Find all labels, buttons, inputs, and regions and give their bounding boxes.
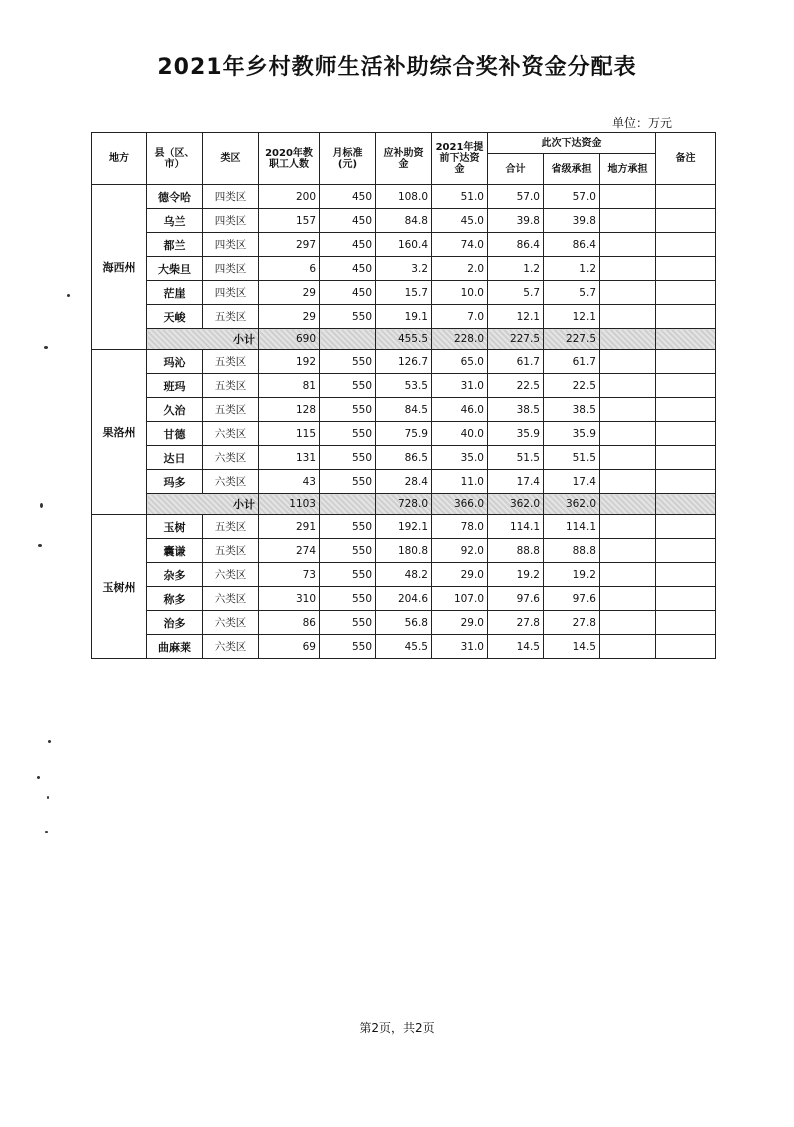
table-row bbox=[92, 257, 716, 281]
cell-total: 38.5 bbox=[488, 398, 544, 422]
cell-remark bbox=[656, 515, 716, 539]
cell-total: 12.1 bbox=[488, 305, 544, 329]
cell-provincial: 38.5 bbox=[544, 398, 600, 422]
cell-county: 玉树 bbox=[147, 515, 203, 539]
cell-local bbox=[600, 587, 656, 611]
cell-provincial: 51.5 bbox=[544, 446, 600, 470]
cell-teachers: 200 bbox=[259, 185, 320, 209]
cell-category: 六类区 bbox=[203, 422, 259, 446]
cell-total: 27.8 bbox=[488, 611, 544, 635]
subtotal-row bbox=[92, 494, 716, 515]
cell-teachers: 86 bbox=[259, 611, 320, 635]
cell-total: 88.8 bbox=[488, 539, 544, 563]
cell-teachers: 115 bbox=[259, 422, 320, 446]
header-monthly-standard: 月标准(元) bbox=[320, 133, 376, 185]
table-row bbox=[92, 539, 716, 563]
cell-county: 治多 bbox=[147, 611, 203, 635]
cell-category: 五类区 bbox=[203, 515, 259, 539]
cell-monthly-standard: 450 bbox=[320, 257, 376, 281]
cell-teachers: 6 bbox=[259, 257, 320, 281]
header-teachers: 2020年教职工人数 bbox=[259, 133, 320, 185]
cell-remark bbox=[656, 305, 716, 329]
cell-advance-funds: 51.0 bbox=[432, 185, 488, 209]
cell-advance-funds: 35.0 bbox=[432, 446, 488, 470]
cell-total: 51.5 bbox=[488, 446, 544, 470]
cell-local bbox=[600, 611, 656, 635]
cell-required-funds: 53.5 bbox=[376, 374, 432, 398]
cell-provincial: 88.8 bbox=[544, 539, 600, 563]
cell-required-funds: 204.6 bbox=[376, 587, 432, 611]
cell-provincial: 5.7 bbox=[544, 281, 600, 305]
cell-provincial: 14.5 bbox=[544, 635, 600, 659]
cell-remark bbox=[656, 635, 716, 659]
cell-required-funds: 28.4 bbox=[376, 470, 432, 494]
cell-category: 五类区 bbox=[203, 374, 259, 398]
subtotal-advance: 228.0 bbox=[432, 329, 488, 350]
subtotal-teachers: 690 bbox=[259, 329, 320, 350]
cell-teachers: 128 bbox=[259, 398, 320, 422]
cell-monthly-standard: 550 bbox=[320, 611, 376, 635]
cell-local bbox=[600, 281, 656, 305]
cell-teachers: 69 bbox=[259, 635, 320, 659]
cell-required-funds: 160.4 bbox=[376, 233, 432, 257]
cell-local bbox=[600, 422, 656, 446]
cell-local bbox=[600, 470, 656, 494]
cell-county: 班玛 bbox=[147, 374, 203, 398]
cell-category: 四类区 bbox=[203, 185, 259, 209]
cell-teachers: 297 bbox=[259, 233, 320, 257]
cell-county: 甘德 bbox=[147, 422, 203, 446]
cell-local bbox=[600, 209, 656, 233]
subtotal-teachers: 1103 bbox=[259, 494, 320, 515]
scan-speck bbox=[44, 346, 48, 349]
cell-remark bbox=[656, 281, 716, 305]
table-row bbox=[92, 398, 716, 422]
cell-required-funds: 19.1 bbox=[376, 305, 432, 329]
cell-monthly-standard: 450 bbox=[320, 185, 376, 209]
cell-monthly-standard: 550 bbox=[320, 422, 376, 446]
cell-total: 97.6 bbox=[488, 587, 544, 611]
table-row bbox=[92, 587, 716, 611]
scan-speck bbox=[47, 796, 49, 799]
cell-required-funds: 48.2 bbox=[376, 563, 432, 587]
cell-category: 五类区 bbox=[203, 398, 259, 422]
cell-total: 1.2 bbox=[488, 257, 544, 281]
cell-advance-funds: 29.0 bbox=[432, 563, 488, 587]
cell-required-funds: 126.7 bbox=[376, 350, 432, 374]
table-row bbox=[92, 374, 716, 398]
cell-advance-funds: 10.0 bbox=[432, 281, 488, 305]
cell-required-funds: 84.5 bbox=[376, 398, 432, 422]
cell-advance-funds: 78.0 bbox=[432, 515, 488, 539]
cell-total: 114.1 bbox=[488, 515, 544, 539]
cell-required-funds: 15.7 bbox=[376, 281, 432, 305]
header-required-funds: 应补助资金 bbox=[376, 133, 432, 185]
cell-teachers: 291 bbox=[259, 515, 320, 539]
scan-speck bbox=[45, 831, 48, 833]
unit-label: 单位：万元 bbox=[612, 116, 673, 130]
cell-provincial: 35.9 bbox=[544, 422, 600, 446]
cell-remark bbox=[656, 185, 716, 209]
cell-total: 14.5 bbox=[488, 635, 544, 659]
subtotal-total: 227.5 bbox=[488, 329, 544, 350]
cell-local bbox=[600, 398, 656, 422]
subtotal-total: 362.0 bbox=[488, 494, 544, 515]
cell-required-funds: 45.5 bbox=[376, 635, 432, 659]
cell-total: 86.4 bbox=[488, 233, 544, 257]
cell-county: 茫崖 bbox=[147, 281, 203, 305]
cell-monthly-standard: 550 bbox=[320, 398, 376, 422]
cell-total: 22.5 bbox=[488, 374, 544, 398]
cell-advance-funds: 11.0 bbox=[432, 470, 488, 494]
cell-county: 囊谦 bbox=[147, 539, 203, 563]
cell-required-funds: 56.8 bbox=[376, 611, 432, 635]
cell-total: 5.7 bbox=[488, 281, 544, 305]
cell-provincial: 86.4 bbox=[544, 233, 600, 257]
cell-remark bbox=[656, 563, 716, 587]
table-row bbox=[92, 470, 716, 494]
cell-category: 六类区 bbox=[203, 470, 259, 494]
cell-total: 61.7 bbox=[488, 350, 544, 374]
cell-category: 五类区 bbox=[203, 539, 259, 563]
header-provincial: 省级承担 bbox=[544, 154, 600, 185]
cell-teachers: 73 bbox=[259, 563, 320, 587]
cell-monthly-standard: 450 bbox=[320, 233, 376, 257]
cell-required-funds: 192.1 bbox=[376, 515, 432, 539]
cell-monthly-standard: 450 bbox=[320, 281, 376, 305]
cell-teachers: 274 bbox=[259, 539, 320, 563]
cell-provincial: 97.6 bbox=[544, 587, 600, 611]
cell-required-funds: 75.9 bbox=[376, 422, 432, 446]
cell-provincial: 22.5 bbox=[544, 374, 600, 398]
cell-provincial: 114.1 bbox=[544, 515, 600, 539]
cell-county: 都兰 bbox=[147, 233, 203, 257]
cell-teachers: 310 bbox=[259, 587, 320, 611]
cell-total: 57.0 bbox=[488, 185, 544, 209]
cell-teachers: 192 bbox=[259, 350, 320, 374]
cell-total: 35.9 bbox=[488, 422, 544, 446]
header-total: 合计 bbox=[488, 154, 544, 185]
cell-teachers: 29 bbox=[259, 305, 320, 329]
cell-county: 久治 bbox=[147, 398, 203, 422]
allocation-table bbox=[91, 132, 716, 659]
cell-advance-funds: 31.0 bbox=[432, 374, 488, 398]
table-row bbox=[92, 611, 716, 635]
subtotal-label: 小计 bbox=[147, 494, 259, 515]
cell-county: 天峻 bbox=[147, 305, 203, 329]
header-county: 县（区、市） bbox=[147, 133, 203, 185]
scan-speck bbox=[37, 776, 40, 779]
cell-remark bbox=[656, 539, 716, 563]
cell-category: 五类区 bbox=[203, 350, 259, 374]
cell-monthly-standard: 550 bbox=[320, 515, 376, 539]
cell-monthly-standard: 450 bbox=[320, 209, 376, 233]
cell-county: 称多 bbox=[147, 587, 203, 611]
cell-local bbox=[600, 257, 656, 281]
cell-monthly-standard: 550 bbox=[320, 305, 376, 329]
cell-remark bbox=[656, 257, 716, 281]
cell-local bbox=[600, 635, 656, 659]
cell-provincial: 19.2 bbox=[544, 563, 600, 587]
cell-teachers: 157 bbox=[259, 209, 320, 233]
cell-monthly-standard: 550 bbox=[320, 374, 376, 398]
table-row bbox=[92, 635, 716, 659]
cell-advance-funds: 107.0 bbox=[432, 587, 488, 611]
cell-required-funds: 86.5 bbox=[376, 446, 432, 470]
subtotal-provincial: 362.0 bbox=[544, 494, 600, 515]
cell-teachers: 29 bbox=[259, 281, 320, 305]
table-row bbox=[92, 563, 716, 587]
header-category: 类区 bbox=[203, 133, 259, 185]
table-row bbox=[92, 233, 716, 257]
cell-remark bbox=[656, 398, 716, 422]
cell-required-funds: 84.8 bbox=[376, 209, 432, 233]
cell-provincial: 27.8 bbox=[544, 611, 600, 635]
cell-teachers: 131 bbox=[259, 446, 320, 470]
cell-advance-funds: 31.0 bbox=[432, 635, 488, 659]
cell-remark bbox=[656, 209, 716, 233]
cell-provincial: 1.2 bbox=[544, 257, 600, 281]
cell-category: 四类区 bbox=[203, 209, 259, 233]
cell-provincial: 61.7 bbox=[544, 350, 600, 374]
header-local: 地方承担 bbox=[600, 154, 656, 185]
subtotal-advance: 366.0 bbox=[432, 494, 488, 515]
header-region: 地方 bbox=[92, 133, 147, 185]
cell-category: 六类区 bbox=[203, 446, 259, 470]
cell-county: 德令哈 bbox=[147, 185, 203, 209]
subtotal-remark bbox=[656, 494, 716, 515]
scan-speck bbox=[67, 294, 70, 297]
table-row bbox=[92, 185, 716, 209]
cell-advance-funds: 29.0 bbox=[432, 611, 488, 635]
cell-advance-funds: 7.0 bbox=[432, 305, 488, 329]
cell-county: 玛多 bbox=[147, 470, 203, 494]
cell-local bbox=[600, 446, 656, 470]
header-current-funds-group: 此次下达资金 bbox=[488, 133, 656, 154]
cell-region: 果洛州 bbox=[92, 350, 147, 515]
cell-advance-funds: 45.0 bbox=[432, 209, 488, 233]
cell-county: 大柴旦 bbox=[147, 257, 203, 281]
cell-required-funds: 3.2 bbox=[376, 257, 432, 281]
cell-monthly-standard: 550 bbox=[320, 470, 376, 494]
cell-local bbox=[600, 305, 656, 329]
subtotal-monthly-standard bbox=[320, 494, 376, 515]
subtotal-row bbox=[92, 329, 716, 350]
table-row bbox=[92, 305, 716, 329]
cell-county: 乌兰 bbox=[147, 209, 203, 233]
cell-remark bbox=[656, 233, 716, 257]
table-row bbox=[92, 446, 716, 470]
cell-remark bbox=[656, 422, 716, 446]
cell-county: 曲麻莱 bbox=[147, 635, 203, 659]
page-title: 2021年乡村教师生活补助综合奖补资金分配表 bbox=[157, 55, 637, 80]
subtotal-monthly-standard bbox=[320, 329, 376, 350]
table-body bbox=[92, 185, 716, 659]
subtotal-provincial: 227.5 bbox=[544, 329, 600, 350]
cell-category: 四类区 bbox=[203, 233, 259, 257]
cell-county: 杂多 bbox=[147, 563, 203, 587]
cell-county: 玛沁 bbox=[147, 350, 203, 374]
cell-provincial: 57.0 bbox=[544, 185, 600, 209]
subtotal-required: 455.5 bbox=[376, 329, 432, 350]
cell-county: 达日 bbox=[147, 446, 203, 470]
cell-monthly-standard: 550 bbox=[320, 563, 376, 587]
subtotal-required: 728.0 bbox=[376, 494, 432, 515]
table-row bbox=[92, 350, 716, 374]
cell-total: 19.2 bbox=[488, 563, 544, 587]
cell-provincial: 39.8 bbox=[544, 209, 600, 233]
cell-advance-funds: 65.0 bbox=[432, 350, 488, 374]
cell-category: 四类区 bbox=[203, 281, 259, 305]
subtotal-label: 小计 bbox=[147, 329, 259, 350]
cell-local bbox=[600, 515, 656, 539]
cell-required-funds: 180.8 bbox=[376, 539, 432, 563]
scan-speck bbox=[40, 503, 43, 508]
subtotal-remark bbox=[656, 329, 716, 350]
table-header bbox=[92, 133, 716, 185]
cell-provincial: 17.4 bbox=[544, 470, 600, 494]
cell-remark bbox=[656, 470, 716, 494]
subtotal-local bbox=[600, 494, 656, 515]
cell-teachers: 81 bbox=[259, 374, 320, 398]
cell-local bbox=[600, 539, 656, 563]
cell-advance-funds: 92.0 bbox=[432, 539, 488, 563]
cell-remark bbox=[656, 587, 716, 611]
table-row bbox=[92, 515, 716, 539]
cell-monthly-standard: 550 bbox=[320, 446, 376, 470]
cell-local bbox=[600, 185, 656, 209]
page-footer: 第2页，共2页 bbox=[359, 1021, 435, 1035]
cell-region: 海西州 bbox=[92, 185, 147, 350]
header-advance-funds: 2021年提前下达资金 bbox=[432, 133, 488, 185]
cell-remark bbox=[656, 350, 716, 374]
cell-provincial: 12.1 bbox=[544, 305, 600, 329]
cell-region: 玉树州 bbox=[92, 515, 147, 659]
cell-local bbox=[600, 563, 656, 587]
subtotal-local bbox=[600, 329, 656, 350]
table-row bbox=[92, 281, 716, 305]
cell-teachers: 43 bbox=[259, 470, 320, 494]
cell-advance-funds: 74.0 bbox=[432, 233, 488, 257]
header-remark: 备注 bbox=[656, 133, 716, 185]
cell-category: 六类区 bbox=[203, 563, 259, 587]
cell-required-funds: 108.0 bbox=[376, 185, 432, 209]
cell-advance-funds: 40.0 bbox=[432, 422, 488, 446]
table-row bbox=[92, 422, 716, 446]
cell-local bbox=[600, 374, 656, 398]
cell-category: 六类区 bbox=[203, 611, 259, 635]
cell-category: 六类区 bbox=[203, 587, 259, 611]
cell-advance-funds: 2.0 bbox=[432, 257, 488, 281]
cell-advance-funds: 46.0 bbox=[432, 398, 488, 422]
cell-remark bbox=[656, 374, 716, 398]
cell-remark bbox=[656, 611, 716, 635]
cell-monthly-standard: 550 bbox=[320, 587, 376, 611]
cell-total: 39.8 bbox=[488, 209, 544, 233]
cell-monthly-standard: 550 bbox=[320, 350, 376, 374]
scan-speck bbox=[48, 740, 51, 743]
scan-speck bbox=[38, 544, 42, 547]
cell-category: 五类区 bbox=[203, 305, 259, 329]
cell-category: 四类区 bbox=[203, 257, 259, 281]
cell-total: 17.4 bbox=[488, 470, 544, 494]
cell-local bbox=[600, 233, 656, 257]
cell-monthly-standard: 550 bbox=[320, 539, 376, 563]
table-row bbox=[92, 209, 716, 233]
cell-category: 六类区 bbox=[203, 635, 259, 659]
cell-remark bbox=[656, 446, 716, 470]
cell-monthly-standard: 550 bbox=[320, 635, 376, 659]
cell-local bbox=[600, 350, 656, 374]
